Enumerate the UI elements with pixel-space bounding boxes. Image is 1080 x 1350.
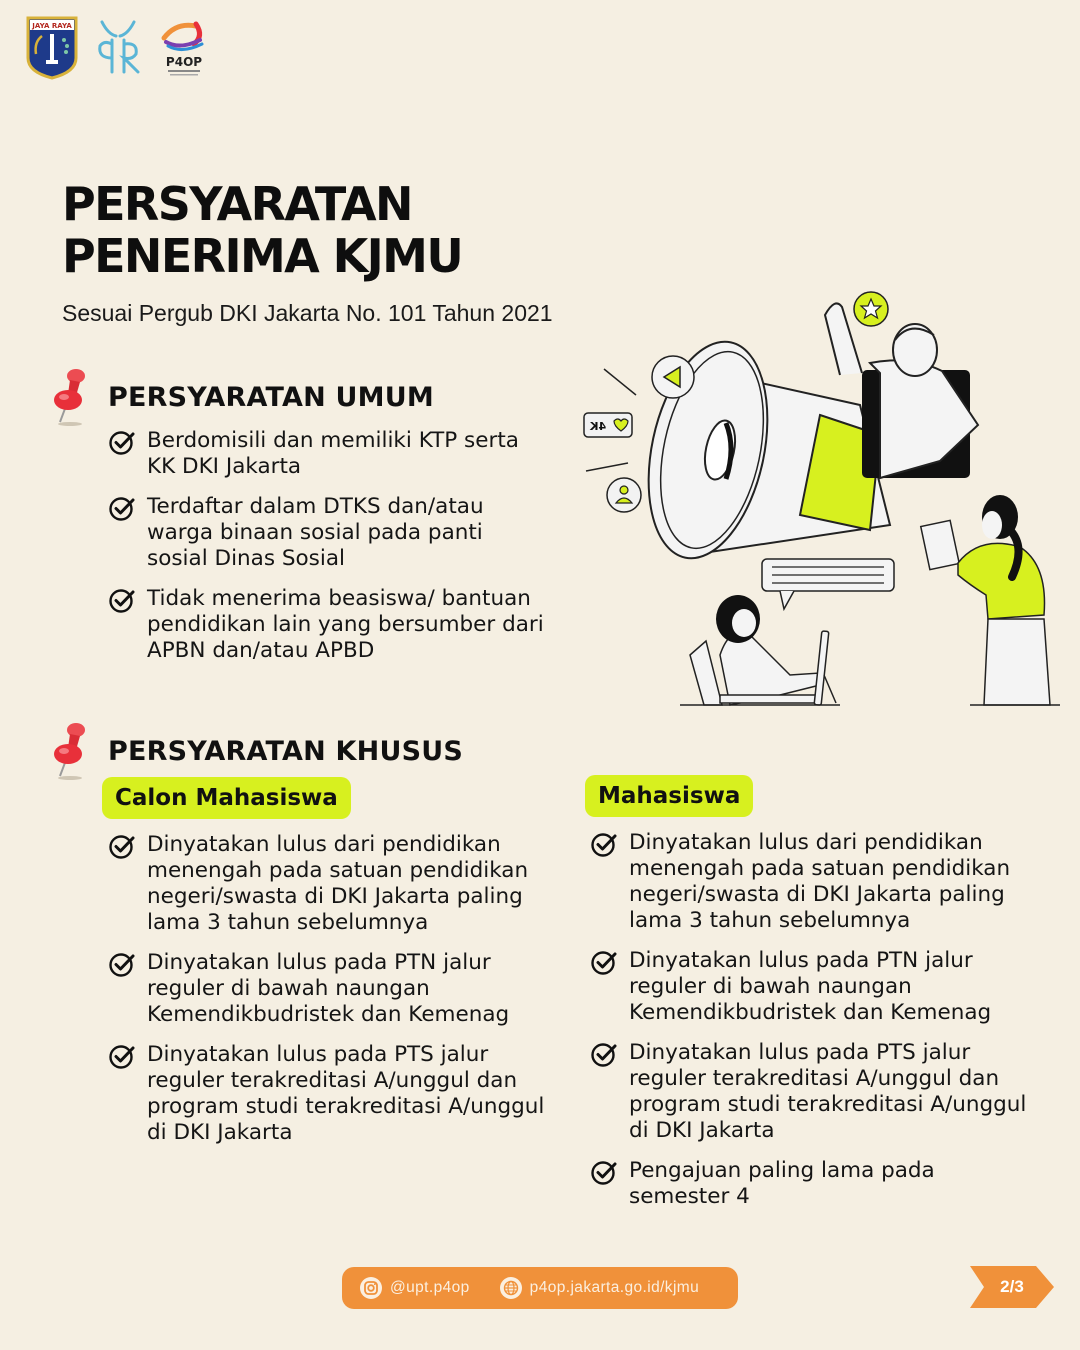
list-item xyxy=(108,586,548,664)
check-circle-icon xyxy=(590,1041,618,1069)
list-item xyxy=(108,950,548,1028)
tag-calon-mahasiswa: Calon Mahasiswa xyxy=(102,777,351,819)
item-text: Tidak menerima beasiswa/ bantuan pendidikan lain yang bersumber dari APBN dan/atau APBD xyxy=(147,586,544,663)
item-text: Dinyatakan lulus pada PTN jalur reguler di bawah naungan Kemendikbudristek dan Kemenag xyxy=(629,948,992,1025)
mahasiswa-list xyxy=(590,830,1030,1224)
seated-woman-figure xyxy=(680,595,840,705)
page-title xyxy=(62,178,462,282)
page-subtitle: Sesuai Pergub DKI Jakarta No. 101 Tahun 2021 xyxy=(62,300,553,326)
svg-text:JAYA RAYA: JAYA RAYA xyxy=(32,22,72,30)
instagram-link[interactable] xyxy=(360,1277,470,1299)
website-url: p4op.jakarta.go.id/kjmu xyxy=(529,1279,700,1296)
item-text: Dinyatakan lulus dari pendidikan menengah pada satuan pendidikan negeri/swasta di DKI Jakarta paling lama 3 tahun sebelumnya xyxy=(147,832,529,935)
standing-woman-figure xyxy=(921,495,1060,705)
calon-list xyxy=(108,832,548,1160)
list-item xyxy=(108,494,548,572)
list-item xyxy=(108,428,548,480)
check-circle-icon xyxy=(108,833,136,861)
check-circle-icon xyxy=(590,949,618,977)
instagram-handle: @upt.p4op xyxy=(390,1279,470,1296)
item-text: Dinyatakan lulus dari pendidikan menengah pada satuan pendidikan negeri/swasta di DKI Jakarta paling lama 3 tahun sebelumnya xyxy=(629,830,1011,933)
footer-contact-bar xyxy=(342,1267,738,1309)
item-text: Terdaftar dalam DTKS dan/atau warga binaan sosial pada panti sosial Dinas Sosial xyxy=(147,494,484,571)
item-text: Berdomisili dan memiliki KTP serta KK DKI Jakarta xyxy=(147,428,519,479)
user-bubble-icon xyxy=(607,478,641,512)
item-text: Dinyatakan lulus pada PTS jalur reguler terakreditasi A/unggul dan program studi terakreditasi A/unggul di DKI Jakarta xyxy=(629,1040,1027,1143)
ppsdm-logo xyxy=(90,14,146,80)
check-circle-icon xyxy=(108,587,136,615)
section-umum-header xyxy=(46,366,434,428)
item-text: Dinyatakan lulus pada PTN jalur reguler di bawah naungan Kemendikbudristek dan Kemenag xyxy=(147,950,510,1027)
section-khusus-title: PERSYARATAN KHUSUS xyxy=(108,735,463,767)
p4op-logo xyxy=(156,14,212,80)
list-item xyxy=(590,1158,1030,1210)
megaphone-illustration xyxy=(580,285,1060,715)
like-badge-icon xyxy=(584,413,632,437)
instagram-icon xyxy=(360,1277,382,1299)
star-bubble-icon xyxy=(854,292,888,326)
title-line-2: PENERIMA KJMU xyxy=(62,229,463,283)
website-link[interactable] xyxy=(500,1277,699,1299)
check-circle-icon xyxy=(108,429,136,457)
speech-bubble-icon xyxy=(762,559,894,609)
page-indicator[interactable] xyxy=(970,1266,1052,1308)
item-text: Pengajuan paling lama pada semester 4 xyxy=(629,1158,935,1209)
jakarta-coat-of-arms-logo xyxy=(24,14,80,80)
check-circle-icon xyxy=(108,495,136,523)
tag-mahasiswa: Mahasiswa xyxy=(585,775,753,817)
header-logos xyxy=(24,14,212,80)
pushpin-icon xyxy=(46,366,94,428)
umum-list xyxy=(108,428,548,678)
section-khusus-header xyxy=(46,720,463,782)
item-text: Dinyatakan lulus pada PTS jalur reguler terakreditasi A/unggul dan program studi terakreditasi A/unggul di DKI Jakarta xyxy=(147,1042,545,1145)
list-item xyxy=(108,1042,548,1146)
motion-line-icon xyxy=(604,369,636,395)
check-circle-icon xyxy=(108,951,136,979)
play-bubble-icon xyxy=(652,356,694,398)
check-circle-icon xyxy=(590,1159,618,1187)
svg-text:P4OP: P4OP xyxy=(165,55,203,69)
list-item xyxy=(108,832,548,936)
check-circle-icon xyxy=(108,1043,136,1071)
list-item xyxy=(590,948,1030,1026)
section-umum-title: PERSYARATAN UMUM xyxy=(108,381,434,413)
page-number: 2/3 xyxy=(1000,1277,1024,1296)
title-line-1: PERSYARATAN xyxy=(62,177,412,231)
list-item xyxy=(590,830,1030,934)
pushpin-icon xyxy=(46,720,94,782)
list-item xyxy=(590,1040,1030,1144)
globe-icon xyxy=(500,1277,522,1299)
svg-text:4K: 4K xyxy=(589,420,607,433)
check-circle-icon xyxy=(590,831,618,859)
